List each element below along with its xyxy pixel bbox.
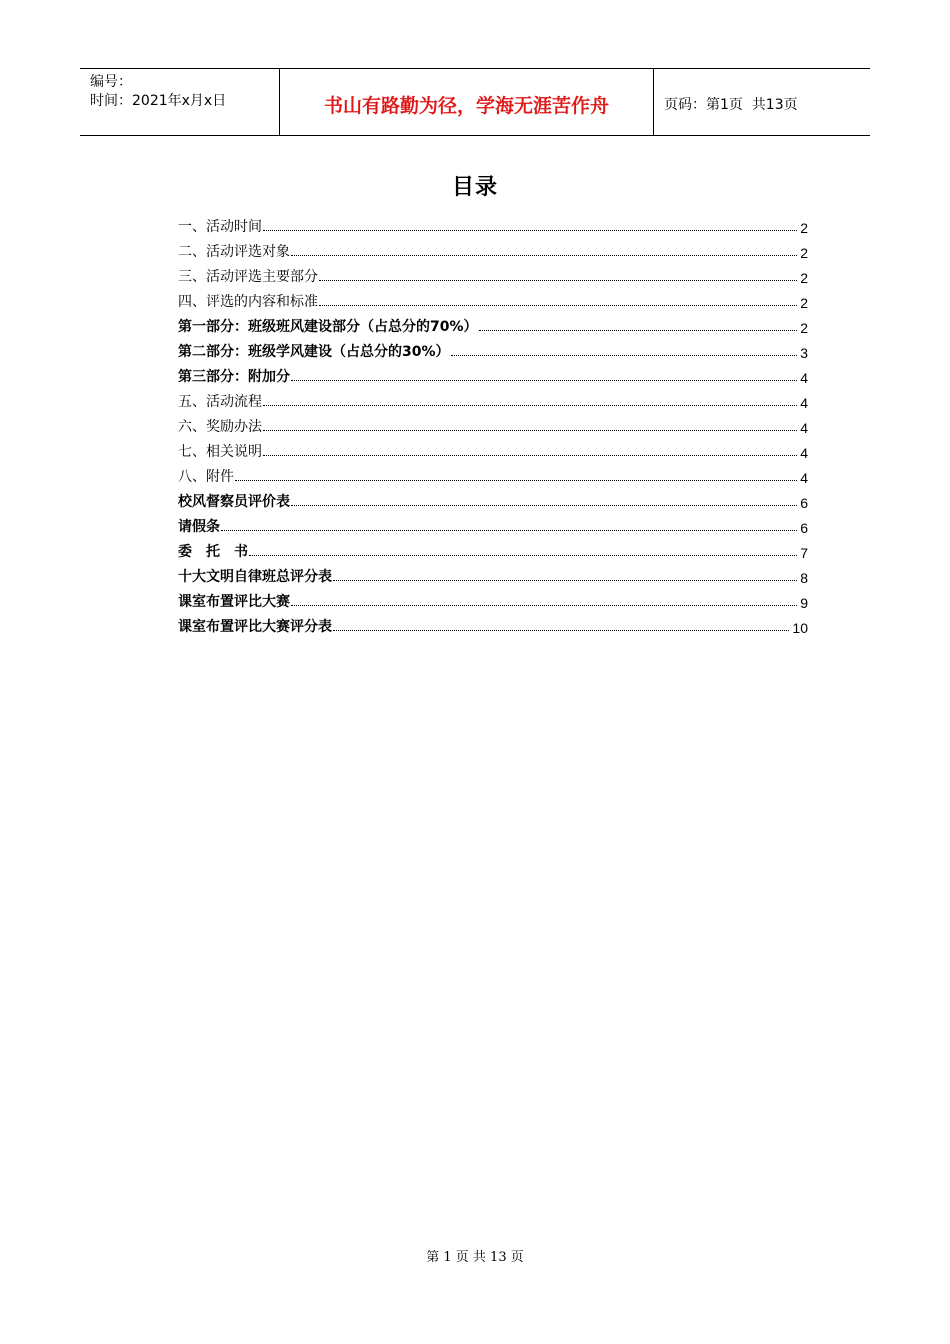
header-motto: 书山有路勤为径，学海无涯苦作舟 xyxy=(280,69,654,135)
toc-item-label: 二、活动评选对象 xyxy=(178,244,290,260)
toc-leader xyxy=(291,604,797,606)
toc-item[interactable] xyxy=(178,261,808,286)
toc-item-label: 校风督察员评价表 xyxy=(178,494,290,510)
toc-item[interactable] xyxy=(178,411,808,436)
toc-item[interactable] xyxy=(178,511,808,536)
toc-item-label: 四、评选的内容和标准 xyxy=(178,294,318,310)
toc-leader xyxy=(263,454,797,456)
toc-leader xyxy=(263,404,797,406)
toc-leader xyxy=(291,254,797,256)
toc-leader xyxy=(235,479,797,481)
toc-leader xyxy=(263,229,797,231)
number-label: 编号： xyxy=(90,74,132,90)
toc-leader xyxy=(249,554,797,556)
toc-item-page: 10 xyxy=(792,620,808,636)
toc-leader xyxy=(291,379,797,381)
toc-leader xyxy=(333,579,797,581)
toc-item[interactable] xyxy=(178,236,808,261)
toc-item[interactable] xyxy=(178,211,808,236)
toc-item[interactable] xyxy=(178,561,808,586)
time-label: 时间：2021年x月x日 xyxy=(90,93,227,109)
toc-item[interactable] xyxy=(178,486,808,511)
toc-item-label: 六、奖励办法 xyxy=(178,419,262,435)
toc-item-page: 2 xyxy=(800,270,808,286)
toc-leader xyxy=(333,629,789,631)
toc-item[interactable] xyxy=(178,386,808,411)
toc-item-page: 2 xyxy=(800,245,808,261)
toc-leader xyxy=(263,429,797,431)
toc-item-label: 课室布置评比大赛评分表 xyxy=(178,619,332,635)
toc-leader xyxy=(479,329,797,331)
toc-item[interactable] xyxy=(178,336,808,361)
page-footer: 第 1 页 共 13 页 xyxy=(426,1250,524,1265)
toc-title: 目录 xyxy=(451,175,498,200)
toc-item-page: 4 xyxy=(800,445,808,461)
table-of-contents xyxy=(178,211,808,636)
toc-item-page: 9 xyxy=(800,595,808,611)
toc-item-label: 十大文明自律班总评分表 xyxy=(178,569,332,585)
toc-item-label: 三、活动评选主要部分 xyxy=(178,269,318,285)
toc-item-page: 4 xyxy=(800,420,808,436)
toc-item-page: 8 xyxy=(800,570,808,586)
toc-item-label: 七、相关说明 xyxy=(178,444,262,460)
toc-item[interactable] xyxy=(178,286,808,311)
toc-item[interactable] xyxy=(178,611,808,636)
toc-item-label: 请假条 xyxy=(178,519,220,535)
toc-item-page: 7 xyxy=(800,545,808,561)
toc-item-page: 2 xyxy=(800,220,808,236)
toc-item-page: 3 xyxy=(800,345,808,361)
toc-item-page: 4 xyxy=(800,370,808,386)
toc-item-page: 2 xyxy=(800,320,808,336)
page-header xyxy=(80,68,870,136)
toc-leader xyxy=(291,504,797,506)
toc-item-label: 八、附件 xyxy=(178,469,234,485)
toc-item-page: 4 xyxy=(800,395,808,411)
header-page-info xyxy=(654,69,870,135)
toc-item-page: 2 xyxy=(800,295,808,311)
toc-item-label: 委 托 书 xyxy=(178,544,248,560)
toc-item-label: 一、活动时间 xyxy=(178,219,262,235)
toc-leader xyxy=(319,279,797,281)
header-meta xyxy=(80,69,280,135)
toc-item[interactable] xyxy=(178,461,808,486)
toc-leader xyxy=(451,354,797,356)
toc-item-page: 6 xyxy=(800,520,808,536)
toc-item-label: 第一部分：班级班风建设部分（占总分的70%） xyxy=(178,319,478,335)
page-info-text: 页码：第1页 共13页 xyxy=(664,97,798,113)
toc-item[interactable] xyxy=(178,361,808,386)
toc-leader xyxy=(319,304,797,306)
toc-item-page: 4 xyxy=(800,470,808,486)
toc-item-page: 6 xyxy=(800,495,808,511)
toc-item-label: 第二部分：班级学风建设（占总分的30%） xyxy=(178,344,450,360)
toc-item[interactable] xyxy=(178,586,808,611)
toc-item-label: 五、活动流程 xyxy=(178,394,262,410)
toc-item[interactable] xyxy=(178,536,808,561)
toc-item-label: 课室布置评比大赛 xyxy=(178,594,290,610)
toc-item-label: 第三部分：附加分 xyxy=(178,369,290,385)
toc-leader xyxy=(221,529,797,531)
toc-item[interactable] xyxy=(178,311,808,336)
toc-item[interactable] xyxy=(178,436,808,461)
